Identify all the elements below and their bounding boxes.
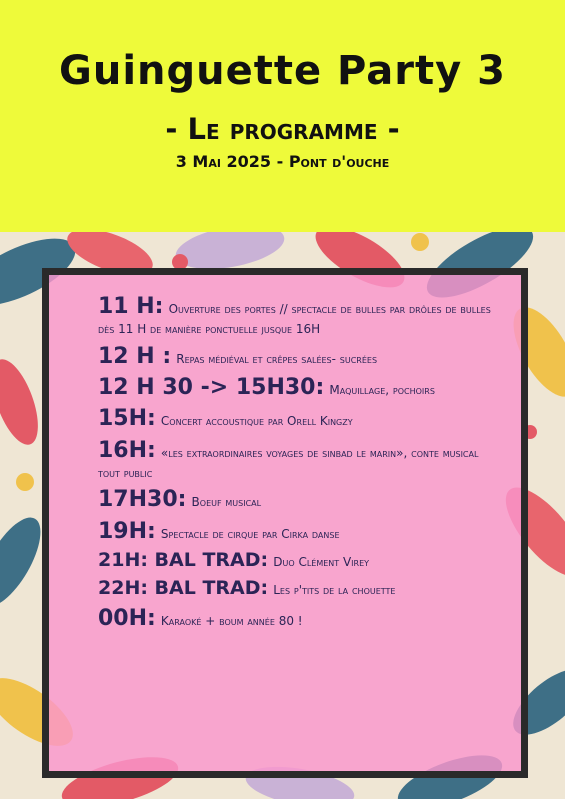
page-subtitle: - Le programme - — [165, 112, 400, 146]
program-time: 17H30: — [98, 487, 187, 513]
program-desc: Spectacle de cirque par Cirka danse — [160, 526, 340, 541]
program-time: 21H: BAL TRAD: — [98, 548, 269, 571]
program-list — [98, 294, 498, 637]
program-time: 12 H : — [98, 343, 172, 369]
program-item — [98, 519, 498, 544]
program-time: 11 H: — [98, 294, 164, 319]
program-item — [98, 438, 498, 482]
program-desc: Concert accoustique par Orell Kingzy — [160, 414, 353, 429]
program-item — [98, 487, 498, 512]
program-desc: Ouverture des portes // spectacle de bulles par drôles de bulles dès 11 H de manière ponctuelle jusque 16H — [98, 302, 491, 337]
program-item — [98, 294, 498, 338]
event-date: 3 Mai 2025 - Pont d'ouche — [175, 152, 390, 171]
program-desc: Duo Clément Virey — [273, 554, 370, 569]
program-item — [98, 344, 498, 369]
program-time: 22H: BAL TRAD: — [98, 576, 269, 599]
page-title: Guinguette Party 3 — [59, 48, 506, 94]
program-time: 16H: — [98, 437, 156, 463]
program-desc: Maquillage, pochoirs — [329, 382, 435, 397]
program-item — [98, 406, 498, 431]
program-desc: Boeuf musical — [191, 495, 262, 510]
program-time: 19H: — [98, 518, 156, 544]
program-item — [98, 578, 498, 600]
program-time: 12 H 30 -> 15H30: — [98, 374, 325, 400]
program-item — [98, 550, 498, 572]
program-desc: Repas médiéval et crêpes salées- sucrées — [176, 351, 378, 366]
program-item — [98, 606, 498, 631]
program-item — [98, 375, 498, 400]
header-banner — [0, 0, 565, 232]
program-time: 15H: — [98, 406, 156, 432]
program-desc: Les p'tits de la chouette — [273, 582, 396, 597]
program-desc: Karaoké + boum année 80 ! — [160, 613, 303, 628]
program-desc: «les extraordinaires voyages de sinbad le marin», conte musical tout public — [98, 445, 479, 480]
program-time: 00H: — [98, 605, 156, 631]
